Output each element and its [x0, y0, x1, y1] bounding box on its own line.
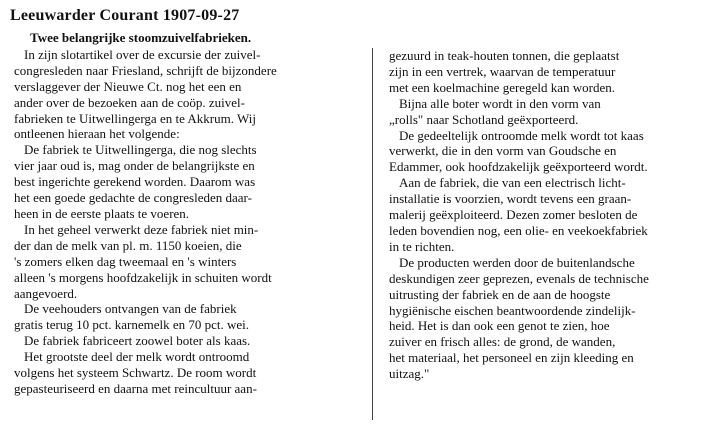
article-paragraph [14, 301, 356, 333]
article-line: congresleden naar Friesland, schrijft de bijzondere [14, 62, 277, 78]
article-line: installatie is voorzien, wordt tevens een graan- [389, 191, 632, 207]
article-line: „rolls" naar Schotland geëxporteerd. [389, 111, 579, 127]
article-line: aangevoerd. [14, 285, 78, 301]
article-line: Het grootste deel der melk wordt ontroomd [24, 349, 250, 365]
article-paragraph [14, 142, 356, 222]
article-line: Bijna alle boter wordt in den vorm van [399, 95, 601, 111]
article-paragraph [14, 47, 356, 142]
article-line: best ingerichte gerekend worden. Daarom was [14, 174, 256, 190]
article-paragraph [389, 175, 704, 255]
article-line: in te richten. [389, 238, 455, 254]
article-line: heid. Het is dan ook een genot te zien, hoe [389, 318, 610, 334]
article-line: uitzag." [389, 366, 430, 382]
newspaper-masthead: Leeuwarder Courant 1907-09-27 [10, 7, 240, 24]
article-right-column [389, 48, 704, 382]
article-line: verslaggever der Nieuwe Ct. nog het een en [14, 78, 242, 94]
article-line: het een goede gedachte de congresleden daar- [14, 190, 252, 206]
article-line: zuiver en frisch alles: de grond, de wanden, [389, 334, 616, 350]
article-title: Twee belangrijke stoomzuivelfabrieken. [30, 30, 252, 45]
article-line: verwerkt, die in den vorm van Goudsche en [389, 143, 617, 159]
article-line: 's zomers elken dag tweemaal en 's winters [14, 253, 237, 269]
article-line: gratis terug 10 pct. karnemelk en 70 pct. wei. [14, 317, 250, 333]
article-line: alleen 's morgens hoofdzakelijk in schuiten wordt [14, 269, 272, 285]
right-paragraphs [389, 48, 704, 382]
article-line: malerij geëxploiteerd. Dezen zomer besloten de [389, 207, 638, 223]
article-line: het materiaal, het personeel en zijn kleeding en [389, 350, 634, 366]
article-line: der dan de melk van pl. m. 1150 koeien, die [14, 237, 242, 253]
article-line: ontleenen hieraan het volgende: [14, 126, 180, 142]
article-line: Edammer, ook hoofdzakelijk geëxporteerd wordt. [389, 159, 648, 175]
article-line: ander over de bezoeken aan de coöp. zuivel- [14, 94, 245, 110]
article-left-column [14, 30, 356, 397]
article-line: De fabriek fabriceert zoowel boter als kaas. [24, 333, 251, 349]
article-line: De veehouders ontvangen van de fabriek [24, 301, 237, 317]
article-paragraph [14, 349, 356, 397]
left-paragraphs [14, 47, 356, 397]
article-clipping [14, 30, 704, 422]
article-line: uitrusting der fabriek en de aan de hoogste [389, 286, 611, 302]
article-line: vier jaar oud is, mag onder de belangrijkste en [14, 158, 255, 174]
article-paragraph [389, 128, 704, 176]
article-paragraph [14, 333, 356, 349]
article-line: gepasteuriseerd en daarna met reincultuur aan- [14, 380, 257, 396]
article-line: fabrieken te Uitwellingerga en te Akkrum. Wij [14, 110, 256, 126]
article-paragraph [389, 255, 704, 382]
article-line: deskundigen zeer geprezen, evenals de technische [389, 270, 649, 286]
article-paragraph [14, 222, 356, 302]
article-line: gezuurd in teak-houten tonnen, die geplaatst [389, 48, 620, 63]
article-paragraph [389, 96, 704, 128]
article-paragraph [389, 48, 704, 96]
article-line: volgens het systeem Schwartz. De room wordt [14, 365, 257, 381]
article-line: zijn in een vertrek, waarvan de temperatuur [389, 63, 616, 79]
article-line: Aan de fabriek, die van een electrisch licht- [399, 175, 626, 191]
article-line: De producten werden door de buitenlandsche [399, 254, 635, 270]
article-line: In zijn slotartikel over de excursie der zuivel- [24, 46, 261, 62]
article-line: De fabriek te Uitwellingerga, die nog slechts [24, 142, 257, 158]
article-line: In het geheel verwerkt deze fabriek niet min- [24, 221, 259, 237]
article-line: met een koelmachine geregeld kan worden. [389, 79, 615, 95]
article-line: hygiënische eischen beantwoordende zindelijk- [389, 302, 636, 318]
article-line: leden bovendien nog, een olie- en veekoekfabriek [389, 222, 648, 238]
article-line: De gedeeltelijk ontroomde melk wordt tot kaas [399, 127, 644, 143]
column-divider [372, 48, 373, 420]
article-line: heen in de eerste plaats te voeren. [14, 205, 190, 221]
